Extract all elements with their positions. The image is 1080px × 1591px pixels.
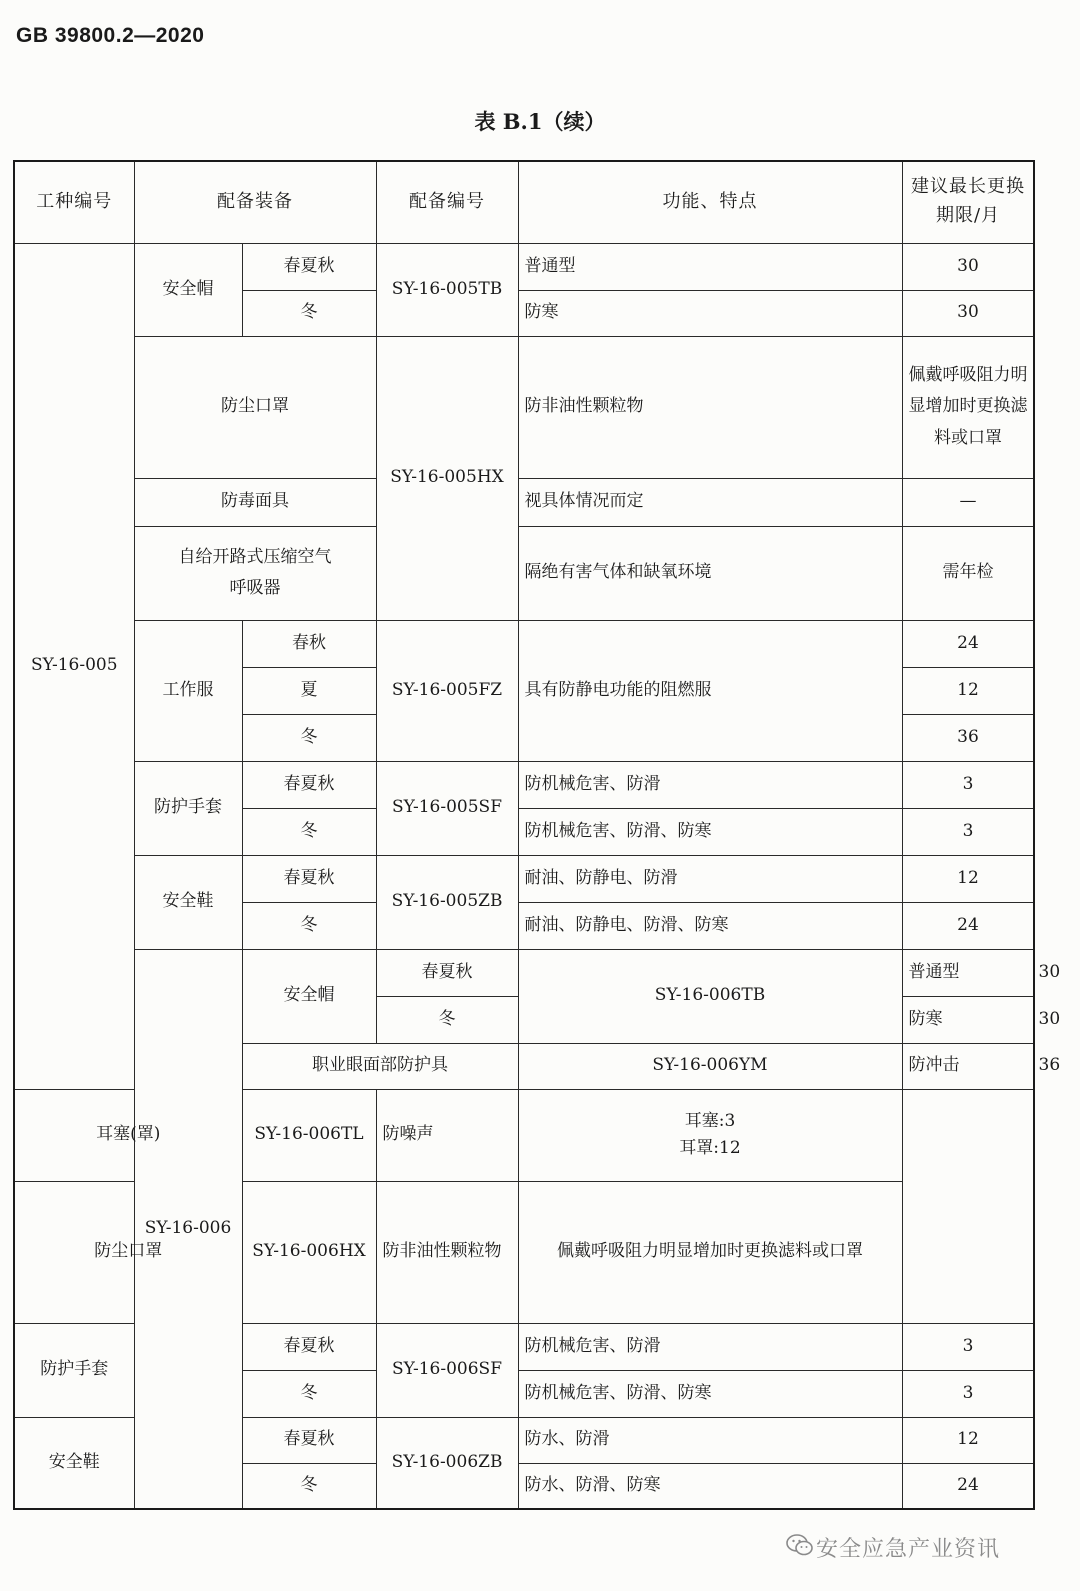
season-cell: 冬 <box>242 808 376 855</box>
period-cell: 30 <box>902 243 1034 290</box>
table-row: 职业眼面部防护具 SY-16-006YM 防冲击 36 <box>14 1043 1034 1089</box>
equipment-code-cell: SY-16-006TB <box>518 949 902 1043</box>
equipment-code-cell: SY-16-006SF <box>376 1323 518 1417</box>
season-cell: 春夏秋 <box>242 761 376 808</box>
period-cell <box>518 1089 902 1181</box>
season-cell: 冬 <box>242 902 376 949</box>
period-cell: 12 <box>902 667 1034 714</box>
col-header-replacement-period: 建议最长更换期限/月 <box>902 161 1034 243</box>
period-cell: 需年检 <box>902 526 1034 620</box>
season-cell: 春夏秋 <box>242 1417 376 1463</box>
season-cell: 冬 <box>242 714 376 761</box>
equipment-cell: 职业眼面部防护具 <box>242 1043 518 1089</box>
period-cell: — <box>902 478 1034 526</box>
col-header-equipment: 配备装备 <box>134 161 376 243</box>
table-header-row <box>14 161 1034 243</box>
season-cell: 春夏秋 <box>376 949 518 996</box>
season-cell: 冬 <box>242 1370 376 1417</box>
equipment-cell: 安全鞋 <box>134 855 242 949</box>
function-cell: 防寒 <box>518 290 902 336</box>
function-cell: 防机械危害、防滑、防寒 <box>518 1370 902 1417</box>
table-row: 冬 防寒 30 <box>14 996 1034 1043</box>
period-cell: 24 <box>902 1463 1034 1509</box>
period-cell: 佩戴呼吸阻力明显增加时更换滤料或口罩 <box>902 336 1034 478</box>
equipment-code-cell: SY-16-006HX <box>242 1181 376 1323</box>
equipment-cell: 耳塞(罩) <box>14 1089 242 1181</box>
standard-number: GB 39800.2—2020 <box>16 24 205 47</box>
col-header-function: 功能、特点 <box>518 161 902 243</box>
table-row <box>14 478 1034 526</box>
equipment-code-cell: SY-16-005ZB <box>376 855 518 949</box>
equipment-table <box>13 160 1061 1510</box>
function-cell: 耐油、防静电、防滑 <box>518 855 902 902</box>
job-code-cell: SY-16-006 <box>134 949 242 1509</box>
equipment-code-cell: SY-16-005FZ <box>376 620 518 761</box>
function-cell: 普通型 <box>902 949 1034 996</box>
period-cell: 3 <box>902 761 1034 808</box>
equipment-cell: 工作服 <box>134 620 242 761</box>
period-cell: 3 <box>902 1370 1034 1417</box>
job-code-cell: SY-16-005 <box>14 243 134 1089</box>
season-cell: 春夏秋 <box>242 855 376 902</box>
season-cell: 冬 <box>242 290 376 336</box>
function-cell: 普通型 <box>518 243 902 290</box>
equipment-cell: 防毒面具 <box>134 478 376 526</box>
equipment-cell: 自给开路式压缩空气呼吸器 <box>134 526 376 620</box>
season-cell: 春夏秋 <box>242 1323 376 1370</box>
season-cell: 冬 <box>376 996 518 1043</box>
equipment-code-cell: SY-16-006YM <box>518 1043 902 1089</box>
period-cell: 佩戴呼吸阻力明显增加时更换滤料或口罩 <box>518 1181 902 1323</box>
table-row <box>14 336 1034 478</box>
period-earmuff: 耳罩:12 <box>679 1138 741 1158</box>
function-cell: 防机械危害、防滑、防寒 <box>518 808 902 855</box>
equipment-cell: 安全帽 <box>134 243 242 336</box>
period-cell: 24 <box>902 902 1034 949</box>
equipment-cell: 安全帽 <box>242 949 376 1043</box>
col-header-equipment-code: 配备编号 <box>376 161 518 243</box>
table-row <box>14 1089 1034 1181</box>
function-cell: 防寒 <box>902 996 1034 1043</box>
period-cell: 12 <box>902 1417 1034 1463</box>
equipment-cell: 防护手套 <box>14 1323 134 1417</box>
period-cell: 24 <box>902 620 1034 667</box>
equipment-code-cell: SY-16-005HX <box>376 336 518 620</box>
table-row <box>14 243 1034 290</box>
function-cell: 耐油、防静电、防滑、防寒 <box>518 902 902 949</box>
table-row <box>14 620 1034 667</box>
function-cell: 防机械危害、防滑 <box>518 1323 902 1370</box>
table-row <box>14 1181 1034 1323</box>
function-cell: 防机械危害、防滑 <box>518 761 902 808</box>
wechat-icon <box>786 1533 814 1563</box>
period-cell: 3 <box>902 808 1034 855</box>
col-header-job-code: 工种编号 <box>14 161 134 243</box>
equipment-code-cell: SY-16-005TB <box>376 243 518 336</box>
period-cell: 12 <box>902 855 1034 902</box>
table-title: 表 B.1（续） <box>474 109 606 134</box>
function-cell: 具有防静电功能的阻燃服 <box>518 620 902 761</box>
equipment-cell: 安全鞋 <box>14 1417 134 1509</box>
table-row <box>14 855 1034 902</box>
equipment-code-cell: SY-16-006ZB <box>376 1417 518 1509</box>
function-cell: 防冲击 <box>902 1043 1034 1089</box>
season-cell: 冬 <box>242 1463 376 1509</box>
function-cell: 防非油性颗粒物 <box>376 1181 518 1323</box>
period-earplug: 耳塞:3 <box>684 1110 736 1131</box>
table-row <box>14 526 1034 620</box>
table-row <box>14 761 1034 808</box>
season-cell: 春夏秋 <box>242 243 376 290</box>
period-cell: 3 <box>902 1323 1034 1370</box>
function-cell: 防非油性颗粒物 <box>518 336 902 478</box>
season-cell: 春秋 <box>242 620 376 667</box>
function-cell: 隔绝有害气体和缺氧环境 <box>518 526 902 620</box>
watermark-text: 安全应急产业资讯 <box>816 1537 1001 1562</box>
equipment-code-cell: SY-16-006TL <box>242 1089 376 1181</box>
function-cell: 防水、防滑、防寒 <box>518 1463 902 1509</box>
function-cell: 防噪声 <box>376 1089 518 1181</box>
equipment-cell: 防护手套 <box>134 761 242 855</box>
equipment-code-cell: SY-16-005SF <box>376 761 518 855</box>
function-cell: 防水、防滑 <box>518 1417 902 1463</box>
period-cell: 30 <box>902 290 1034 336</box>
table-row: SY-16-006 安全帽 春夏秋 SY-16-006TB 普通型 30 <box>14 949 1034 996</box>
function-cell: 视具体情况而定 <box>518 478 902 526</box>
equipment-cell: 防尘口罩 <box>134 336 376 478</box>
season-cell: 夏 <box>242 667 376 714</box>
period-cell: 36 <box>902 714 1034 761</box>
equipment-cell: 防尘口罩 <box>14 1181 242 1323</box>
